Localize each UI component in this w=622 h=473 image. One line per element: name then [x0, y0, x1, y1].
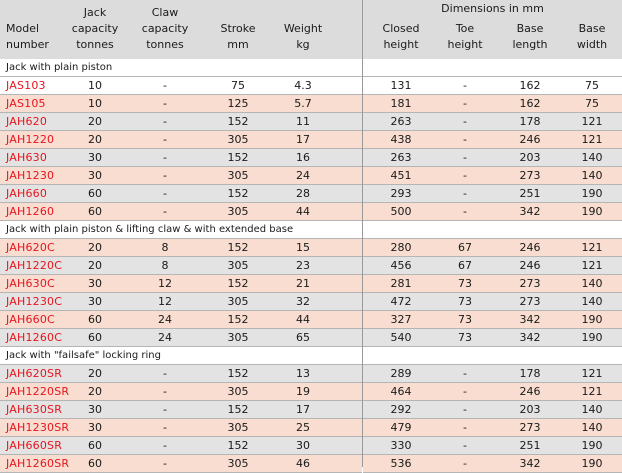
- claw-cell: 24: [158, 313, 172, 326]
- toe-cell: -: [463, 79, 467, 92]
- model-cell: JAH1230C: [6, 295, 63, 308]
- right-rows: [363, 59, 622, 473]
- table-row: [363, 401, 622, 419]
- claw-cell: -: [163, 133, 167, 146]
- weight-cell: 25: [296, 421, 310, 434]
- closed-cell: 263: [390, 115, 412, 128]
- table-row: [363, 77, 622, 95]
- stroke-cell: 305: [227, 133, 249, 146]
- toe-cell: -: [463, 205, 467, 218]
- closed-cell: 131: [390, 79, 412, 92]
- closed-cell: 281: [390, 277, 412, 290]
- weight-cell: 11: [296, 115, 310, 128]
- weight-cell: 65: [296, 331, 310, 344]
- closed-cell: 263: [390, 151, 412, 164]
- toe-cell: -: [463, 187, 467, 200]
- model-cell: JAH1260SR: [6, 457, 70, 470]
- table-row: [0, 131, 362, 149]
- table-row: [0, 95, 362, 113]
- stroke-cell: 152: [227, 187, 249, 200]
- weight-cell: 16: [296, 151, 310, 164]
- model-cell: JAH1230SR: [6, 421, 70, 434]
- toe-cell: -: [463, 421, 467, 434]
- weight-cell: 15: [296, 241, 310, 254]
- weight-cell: 21: [296, 277, 310, 290]
- claw-cell: -: [163, 403, 167, 416]
- stroke-cell: 152: [227, 151, 249, 164]
- table-row: [0, 149, 362, 167]
- closed-cell: 293: [390, 187, 412, 200]
- jack-cell: 60: [88, 187, 102, 200]
- toe-cell: 73: [458, 331, 472, 344]
- base-length-cell: 246: [519, 133, 541, 146]
- header-claw-capacity: Claw capacity tonnes: [141, 6, 189, 51]
- header-base-length: Base length: [512, 22, 548, 51]
- stroke-cell: 152: [227, 241, 249, 254]
- jack-cell: 30: [88, 421, 102, 434]
- base-width-cell: 140: [581, 169, 603, 182]
- base-length-cell: 342: [519, 205, 541, 218]
- section-spacer-row: [363, 221, 622, 239]
- jack-cell: 20: [88, 241, 102, 254]
- toe-cell: 73: [458, 277, 472, 290]
- claw-cell: -: [163, 439, 167, 452]
- closed-cell: 289: [390, 367, 412, 380]
- closed-cell: 464: [390, 385, 412, 398]
- base-width-cell: 75: [585, 79, 599, 92]
- table-row: [0, 437, 362, 455]
- model-cell: JAH1220: [6, 133, 55, 146]
- dimensions-header: [363, 0, 622, 59]
- claw-cell: -: [163, 367, 167, 380]
- header-closed-height: Closed height: [382, 22, 420, 51]
- specs-table-right: [363, 0, 622, 470]
- jack-cell: 20: [88, 115, 102, 128]
- toe-cell: -: [463, 367, 467, 380]
- base-length-cell: 273: [519, 421, 541, 434]
- left-rows: [0, 59, 362, 473]
- table-row: [363, 203, 622, 221]
- claw-cell: -: [163, 205, 167, 218]
- stroke-cell: 305: [227, 385, 249, 398]
- toe-cell: -: [463, 457, 467, 470]
- section-title-row: [0, 221, 362, 239]
- closed-cell: 330: [390, 439, 412, 452]
- jack-cell: 60: [88, 331, 102, 344]
- stroke-cell: 152: [227, 439, 249, 452]
- toe-cell: 67: [458, 259, 472, 272]
- base-width-cell: 121: [581, 259, 603, 272]
- weight-cell: 4.3: [294, 79, 312, 92]
- stroke-cell: 305: [227, 457, 249, 470]
- claw-cell: -: [163, 151, 167, 164]
- stroke-cell: 125: [227, 97, 249, 110]
- claw-cell: -: [163, 115, 167, 128]
- header-weight: Weight kg: [283, 22, 323, 51]
- table-row: [0, 329, 362, 347]
- jack-cell: 20: [88, 367, 102, 380]
- stroke-cell: 152: [227, 313, 249, 326]
- weight-cell: 13: [296, 367, 310, 380]
- table-header: [0, 0, 362, 59]
- base-length-cell: 162: [519, 97, 541, 110]
- toe-cell: 73: [458, 313, 472, 326]
- jack-cell: 30: [88, 151, 102, 164]
- model-cell: JAS105: [6, 97, 46, 110]
- toe-cell: -: [463, 385, 467, 398]
- base-length-cell: 273: [519, 277, 541, 290]
- stroke-cell: 152: [227, 367, 249, 380]
- table-row: [363, 239, 622, 257]
- table-row: [363, 167, 622, 185]
- weight-cell: 28: [296, 187, 310, 200]
- model-cell: JAH660C: [6, 313, 55, 326]
- section-title-row: [0, 59, 362, 77]
- table-row: [0, 311, 362, 329]
- section-spacer-row: [363, 347, 622, 365]
- base-width-cell: 140: [581, 277, 603, 290]
- base-length-cell: 246: [519, 385, 541, 398]
- table-row: [0, 401, 362, 419]
- stroke-cell: 305: [227, 421, 249, 434]
- base-length-cell: 251: [519, 439, 541, 452]
- closed-cell: 327: [390, 313, 412, 326]
- weight-cell: 19: [296, 385, 310, 398]
- base-length-cell: 342: [519, 457, 541, 470]
- jack-cell: 20: [88, 259, 102, 272]
- weight-cell: 24: [296, 169, 310, 182]
- model-cell: JAS103: [6, 79, 46, 92]
- toe-cell: -: [463, 403, 467, 416]
- base-length-cell: 203: [519, 403, 541, 416]
- weight-cell: 17: [296, 403, 310, 416]
- table-row: [0, 419, 362, 437]
- jack-cell: 30: [88, 169, 102, 182]
- stroke-cell: 152: [227, 277, 249, 290]
- base-length-cell: 342: [519, 331, 541, 344]
- weight-cell: 17: [296, 133, 310, 146]
- model-cell: JAH1260C: [6, 331, 63, 344]
- table-row: [0, 455, 362, 473]
- claw-cell: -: [163, 169, 167, 182]
- toe-cell: -: [463, 439, 467, 452]
- base-width-cell: 190: [581, 187, 603, 200]
- table-row: [363, 131, 622, 149]
- closed-cell: 292: [390, 403, 412, 416]
- model-cell: JAH1230: [6, 169, 55, 182]
- table-row: [363, 419, 622, 437]
- base-width-cell: 121: [581, 241, 603, 254]
- table-row: [363, 437, 622, 455]
- base-width-cell: 75: [585, 97, 599, 110]
- weight-cell: 5.7: [294, 97, 312, 110]
- base-length-cell: 178: [519, 115, 541, 128]
- section-title-row: [0, 347, 362, 365]
- base-width-cell: 121: [581, 133, 603, 146]
- jack-cell: 30: [88, 277, 102, 290]
- table-row: [0, 257, 362, 275]
- closed-cell: 479: [390, 421, 412, 434]
- section-spacer-row: [363, 59, 622, 77]
- weight-cell: 44: [296, 205, 310, 218]
- claw-cell: -: [163, 457, 167, 470]
- model-cell: JAH660SR: [6, 439, 63, 452]
- base-length-cell: 273: [519, 295, 541, 308]
- base-length-cell: 162: [519, 79, 541, 92]
- table-row: [0, 383, 362, 401]
- jack-cell: 60: [88, 205, 102, 218]
- claw-cell: 8: [161, 241, 169, 254]
- table-row: [363, 149, 622, 167]
- table-row: [363, 185, 622, 203]
- closed-cell: 500: [390, 205, 412, 218]
- table-row: [0, 185, 362, 203]
- weight-cell: 46: [296, 457, 310, 470]
- model-cell: JAH630SR: [6, 403, 63, 416]
- toe-cell: 73: [458, 295, 472, 308]
- jack-cell: 20: [88, 385, 102, 398]
- model-cell: JAH1220C: [6, 259, 63, 272]
- closed-cell: 438: [390, 133, 412, 146]
- table-row: [363, 383, 622, 401]
- claw-cell: -: [163, 187, 167, 200]
- base-length-cell: 246: [519, 259, 541, 272]
- stroke-cell: 305: [227, 259, 249, 272]
- model-cell: JAH620C: [6, 241, 55, 254]
- stroke-cell: 152: [227, 403, 249, 416]
- jack-cell: 60: [88, 457, 102, 470]
- stroke-cell: 152: [227, 115, 249, 128]
- base-length-cell: 178: [519, 367, 541, 380]
- base-width-cell: 121: [581, 385, 603, 398]
- table-row: [363, 293, 622, 311]
- model-cell: JAH1220SR: [6, 385, 70, 398]
- table-row: [363, 113, 622, 131]
- jack-cell: 30: [88, 295, 102, 308]
- section-title: Jack with plain piston & lifting claw & with extended base: [6, 224, 294, 235]
- section-title: Jack with plain piston: [6, 62, 113, 73]
- base-width-cell: 140: [581, 151, 603, 164]
- header-model: Model number: [6, 22, 49, 51]
- model-cell: JAH1260: [6, 205, 55, 218]
- closed-cell: 456: [390, 259, 412, 272]
- closed-cell: 280: [390, 241, 412, 254]
- jack-cell: 10: [88, 97, 102, 110]
- table-row: [0, 77, 362, 95]
- base-length-cell: 273: [519, 169, 541, 182]
- base-width-cell: 190: [581, 439, 603, 452]
- model-cell: JAH630C: [6, 277, 55, 290]
- base-length-cell: 203: [519, 151, 541, 164]
- table-row: [0, 113, 362, 131]
- table-row: [0, 239, 362, 257]
- toe-cell: -: [463, 97, 467, 110]
- weight-cell: 32: [296, 295, 310, 308]
- base-length-cell: 342: [519, 313, 541, 326]
- base-width-cell: 190: [581, 313, 603, 326]
- table-row: [363, 257, 622, 275]
- model-cell: JAH660: [6, 187, 48, 200]
- header-base-width: Base width: [576, 22, 608, 51]
- stroke-cell: 305: [227, 295, 249, 308]
- jack-cell: 60: [88, 439, 102, 452]
- table-row: [363, 311, 622, 329]
- claw-cell: 12: [158, 277, 172, 290]
- table-row: [0, 203, 362, 221]
- table-row: [363, 95, 622, 113]
- base-width-cell: 140: [581, 295, 603, 308]
- claw-cell: 8: [161, 259, 169, 272]
- weight-cell: 44: [296, 313, 310, 326]
- jack-cell: 60: [88, 313, 102, 326]
- claw-cell: 12: [158, 295, 172, 308]
- section-title: Jack with "failsafe" locking ring: [6, 350, 161, 361]
- header-stroke: Stroke mm: [220, 22, 256, 51]
- closed-cell: 540: [390, 331, 412, 344]
- header-jack-capacity: Jack capacity tonnes: [71, 6, 119, 51]
- base-width-cell: 190: [581, 457, 603, 470]
- table-row: [363, 275, 622, 293]
- base-width-cell: 121: [581, 367, 603, 380]
- weight-cell: 30: [296, 439, 310, 452]
- base-width-cell: 190: [581, 331, 603, 344]
- claw-cell: -: [163, 79, 167, 92]
- claw-cell: -: [163, 97, 167, 110]
- header-toe-height: Toe height: [447, 22, 483, 51]
- table-row: [0, 275, 362, 293]
- stroke-cell: 305: [227, 169, 249, 182]
- claw-cell: -: [163, 421, 167, 434]
- base-width-cell: 190: [581, 205, 603, 218]
- weight-cell: 23: [296, 259, 310, 272]
- stroke-cell: 75: [231, 79, 245, 92]
- toe-cell: -: [463, 151, 467, 164]
- closed-cell: 181: [390, 97, 412, 110]
- toe-cell: -: [463, 133, 467, 146]
- dimensions-title: Dimensions in mm: [441, 2, 544, 15]
- base-length-cell: 246: [519, 241, 541, 254]
- closed-cell: 472: [390, 295, 412, 308]
- stroke-cell: 305: [227, 205, 249, 218]
- table-row: [0, 167, 362, 185]
- closed-cell: 536: [390, 457, 412, 470]
- stroke-cell: 305: [227, 331, 249, 344]
- table-row: [0, 293, 362, 311]
- base-width-cell: 121: [581, 115, 603, 128]
- model-cell: JAH620: [6, 115, 48, 128]
- table-row: [363, 365, 622, 383]
- closed-cell: 451: [390, 169, 412, 182]
- toe-cell: -: [463, 115, 467, 128]
- table-row: [363, 455, 622, 473]
- base-width-cell: 140: [581, 403, 603, 416]
- toe-cell: 67: [458, 241, 472, 254]
- table-row: [0, 365, 362, 383]
- jack-cell: 10: [88, 79, 102, 92]
- table-row: [363, 329, 622, 347]
- base-length-cell: 251: [519, 187, 541, 200]
- jack-cell: 20: [88, 133, 102, 146]
- model-cell: JAH630: [6, 151, 48, 164]
- jack-cell: 30: [88, 403, 102, 416]
- model-cell: JAH620SR: [6, 367, 63, 380]
- toe-cell: -: [463, 169, 467, 182]
- base-width-cell: 140: [581, 421, 603, 434]
- claw-cell: -: [163, 385, 167, 398]
- claw-cell: 24: [158, 331, 172, 344]
